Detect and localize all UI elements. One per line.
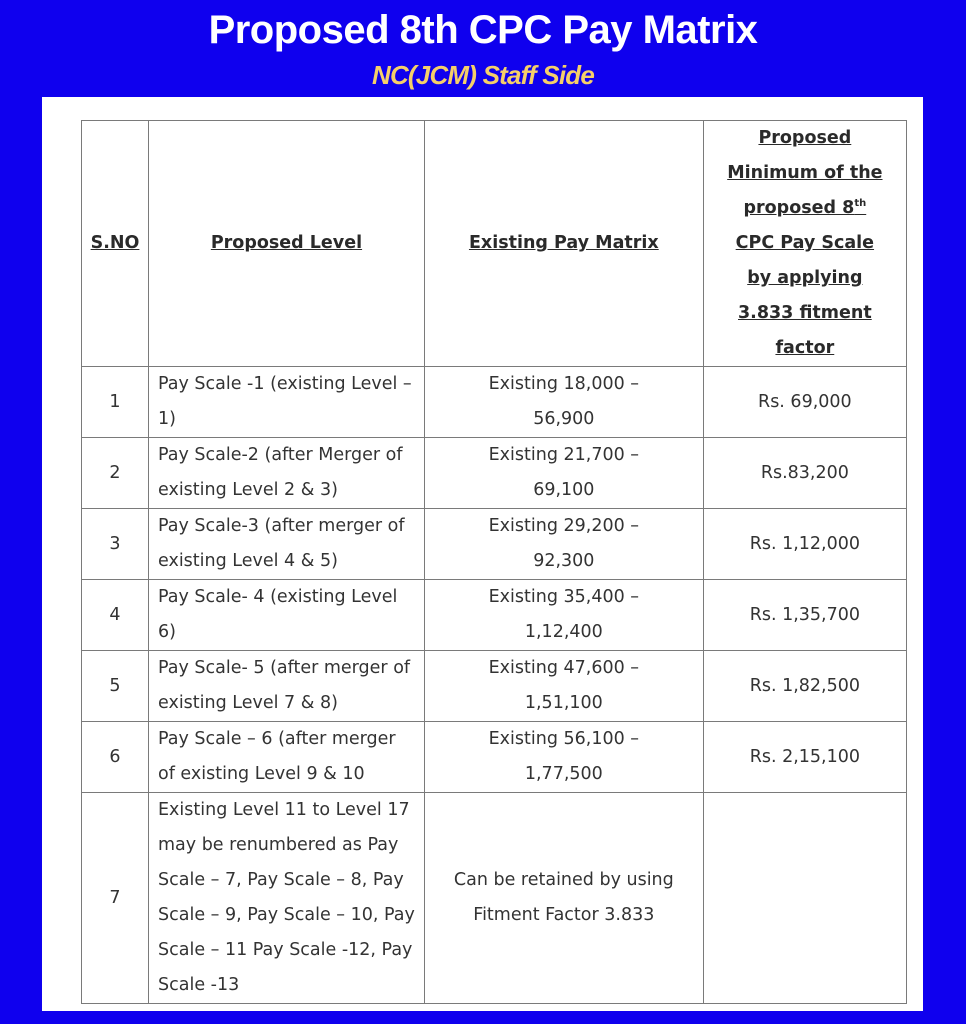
cell-existing-pay: Existing 18,000 – 56,900 bbox=[424, 367, 703, 438]
table-row bbox=[82, 438, 907, 509]
cell-proposed-level: Pay Scale-3 (after merger of existing Level 4 & 5) bbox=[149, 509, 425, 580]
table-row bbox=[82, 580, 907, 651]
cell-proposed-level: Existing Level 11 to Level 17 may be renumbered as Pay Scale – 7, Pay Scale – 8, Pay Scale – 9, Pay Scale – 10, Pay Scale – 11 Pay Scale -12, Pay Scale -13 bbox=[149, 793, 425, 1004]
page-title: Proposed 8th CPC Pay Matrix bbox=[208, 8, 758, 52]
cell-existing-pay: Can be retained by using Fitment Factor 3.833 bbox=[424, 793, 703, 1004]
column-header-sno: S.NO bbox=[82, 121, 149, 367]
table-row bbox=[82, 722, 907, 793]
cell-sno: 1 bbox=[82, 367, 149, 438]
cell-sno: 7 bbox=[82, 793, 149, 1004]
cell-proposed-minimum: Rs. 1,35,700 bbox=[703, 580, 906, 651]
cell-proposed-minimum: Rs. 1,82,500 bbox=[703, 651, 906, 722]
column-header-proposed-level: Proposed Level bbox=[149, 121, 425, 367]
column-header-proposed-minimum bbox=[703, 121, 906, 367]
cell-proposed-level: Pay Scale- 5 (after merger of existing Level 7 & 8) bbox=[149, 651, 425, 722]
table-header-row bbox=[82, 121, 907, 367]
cell-proposed-minimum: Rs. 2,15,100 bbox=[703, 722, 906, 793]
table-row bbox=[82, 509, 907, 580]
cell-sno: 2 bbox=[82, 438, 149, 509]
pay-matrix-table bbox=[81, 120, 907, 1004]
cell-sno: 3 bbox=[82, 509, 149, 580]
page-subtitle: NC(JCM) Staff Side bbox=[371, 60, 595, 90]
header-text-main: Proposed Minimum of the proposed 8 bbox=[727, 128, 883, 218]
table-row bbox=[82, 793, 907, 1004]
cell-proposed-minimum: Rs.83,200 bbox=[703, 438, 906, 509]
cell-sno: 6 bbox=[82, 722, 149, 793]
cell-proposed-minimum bbox=[703, 793, 906, 1004]
table-row bbox=[82, 367, 907, 438]
cell-sno: 4 bbox=[82, 580, 149, 651]
cell-existing-pay: Existing 47,600 – 1,51,100 bbox=[424, 651, 703, 722]
cell-existing-pay: Existing 35,400 – 1,12,400 bbox=[424, 580, 703, 651]
cell-proposed-minimum: Rs. 69,000 bbox=[703, 367, 906, 438]
cell-sno: 5 bbox=[82, 651, 149, 722]
table-row bbox=[82, 651, 907, 722]
cell-existing-pay: Existing 29,200 – 92,300 bbox=[424, 509, 703, 580]
cell-proposed-level: Pay Scale-2 (after Merger of existing Level 2 & 3) bbox=[149, 438, 425, 509]
cell-proposed-level: Pay Scale – 6 (after merger of existing Level 9 & 10 bbox=[149, 722, 425, 793]
cell-proposed-minimum: Rs. 1,12,000 bbox=[703, 509, 906, 580]
column-header-existing-pay-matrix: Existing Pay Matrix bbox=[424, 121, 703, 367]
header-text-rest: CPC Pay Scale by applying 3.833 fitment factor bbox=[735, 233, 875, 358]
cell-proposed-level: Pay Scale -1 (existing Level – 1) bbox=[149, 367, 425, 438]
document-panel bbox=[42, 97, 923, 1011]
cell-proposed-level: Pay Scale- 4 (existing Level 6) bbox=[149, 580, 425, 651]
cell-existing-pay: Existing 21,700 – 69,100 bbox=[424, 438, 703, 509]
cell-existing-pay: Existing 56,100 – 1,77,500 bbox=[424, 722, 703, 793]
header-superscript: th bbox=[854, 198, 867, 209]
